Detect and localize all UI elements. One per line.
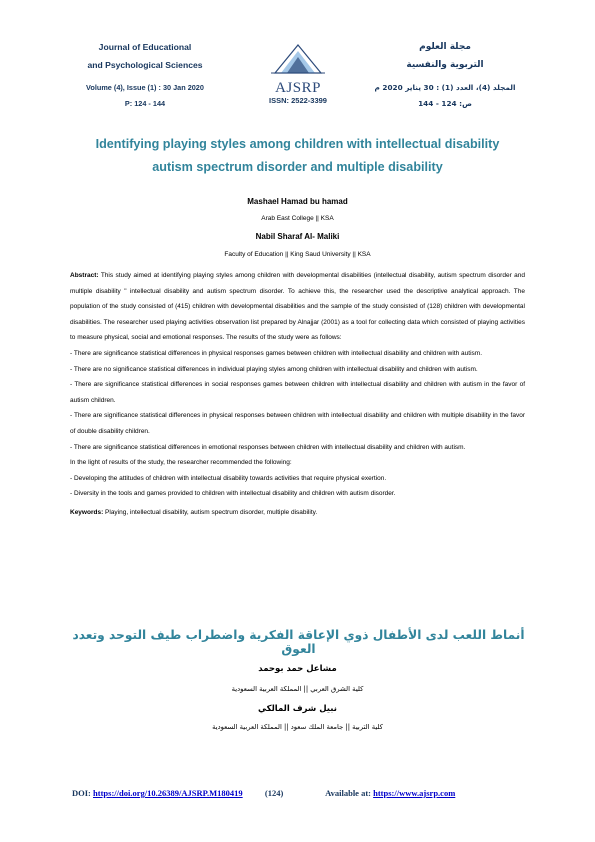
journal-name-ar-line2: التربوية والنفسية [406, 60, 484, 70]
author-1: Mashael Hamad bu hamad [247, 197, 348, 206]
page-footer [72, 788, 532, 798]
journal-volume-ar: المجلد (4)، العدد (1) : 30 يناير 2020 م [374, 83, 516, 92]
affiliation-1: Arab East College || KSA [261, 215, 334, 222]
keywords-text: Playing, intellectual disability, autism spectrum disorder, multiple disability. [103, 508, 318, 516]
article-title-line1: Identifying playing styles among children with intellectual disability [95, 137, 500, 151]
journal-name-en-line1: Journal of Educational [98, 42, 192, 52]
article-title-line2: autism spectrum disorder and multiple disability [152, 160, 443, 174]
issn: ISSN: 2522-3399 [269, 96, 327, 105]
available-label: Available at: [325, 788, 374, 798]
page-number: (124) [264, 788, 284, 798]
ajsrp-logo-mark [263, 43, 333, 75]
abstract-label: Abstract: [70, 272, 99, 279]
journal-name-ar-line1: مجلة العلوم [419, 42, 471, 52]
abstract-body [70, 268, 525, 346]
doi-label: DOI: [72, 788, 94, 798]
recommendation-item: - Diversity in the tools and games provided to children with intellectual disability and children with autism disorder. [70, 490, 396, 498]
available-link[interactable]: https://www.ajsrp.com [373, 788, 456, 798]
arabic-title: أنماط اللعب لدى الأطفال ذوي الإعاقة الفكرية واضطراب طيف التوحد وتعدد العوق [72, 628, 525, 656]
logo-text: AJSRP [275, 80, 321, 96]
abstract [70, 268, 525, 521]
recommendation-intro: In the light of results of the study, the researcher recommended the following: [70, 459, 292, 467]
result-item: - There are significance statistical differences in physical responses between children with intellectual disability and children with multiple disability in the favor of double disability children. [70, 412, 525, 435]
journal-pages-ar: ص: 124 - 144 [418, 99, 472, 108]
journal-name-en-line2: and Psychological Sciences [87, 60, 203, 70]
result-item: - There are no significance statistical differences in individual playing styles among children with intellectual disability and children with autism. [70, 365, 478, 373]
result-item: - There are significance statistical differences in physical responses games between children with intellectual disability and children with autism. [70, 349, 482, 357]
arabic-author-1: مشاعل حمد بوحمد [258, 664, 337, 674]
journal-volume-en: Volume (4), Issue (1) : 30 Jan 2020 [86, 83, 204, 92]
recommendation-item: - Developing the attitudes of children with intellectual disability towards activities that require physical exertion. [70, 474, 387, 482]
affiliation-2: Faculty of Education || King Saud University || KSA [224, 251, 371, 258]
arabic-affiliation-1: كلية الشرق العربي || المملكة العربية السعودية [231, 685, 364, 693]
author-2: Nabil Sharaf Al- Maliki [255, 232, 340, 241]
arabic-affiliation-2: كلية التربية || جامعة الملك سعود || المملكة العربية السعودية [212, 723, 383, 731]
keywords [70, 505, 525, 521]
result-item: - There are significance statistical differences in social responses games between children with intellectual disability and children with autism in the favor of autism children. [70, 381, 525, 404]
journal-pages-en: P: 124 - 144 [124, 99, 166, 108]
keywords-label: Keywords: [70, 508, 104, 516]
result-item: - There are significance statistical differences in emotional responses between children with intellectual disability and children with autism. [70, 443, 466, 451]
doi-link[interactable]: https://doi.org/10.26389/AJSRP.M180419 [93, 788, 243, 798]
ajsrp-logo [263, 43, 333, 103]
abstract-text: This study aimed at identifying playing styles among children with developmental disabilities (intellectual disability, autism spectrum disorder and multiple disability " intellectual disability and autism spectrum disorder. To achieve this, the researcher used the descriptive analytical approach. The population of the study consisted of (415) children with developmental disabilities and the sample of the study consisted of (128) children with developmental disabilities. The researcher used playing activities observation list prepared by Alnajjar (2001) as a tool for collecting data which consisted of playing activities to measure physical, social and emotional responses. The results of the study were as follows: [70, 272, 525, 342]
arabic-author-2: نبيل شرف المالكي [258, 704, 337, 714]
